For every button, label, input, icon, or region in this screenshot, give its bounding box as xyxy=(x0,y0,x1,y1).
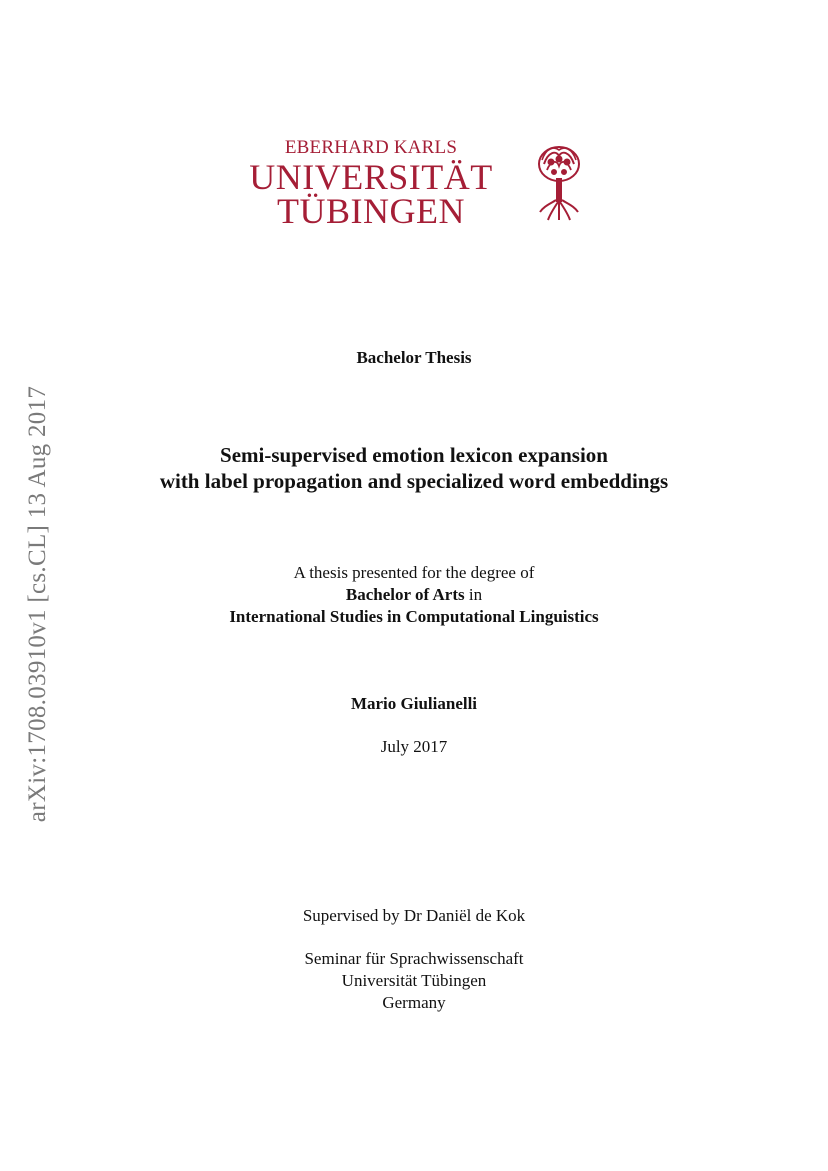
degree-in-word: in xyxy=(464,585,483,604)
submission-date: July 2017 xyxy=(380,737,448,756)
degree-program xyxy=(0,606,828,628)
degree-name: Bachelor of Arts xyxy=(345,585,465,604)
university-wordmark xyxy=(246,136,496,229)
title-line-1: Semi-supervised emotion lexicon expansion xyxy=(220,443,608,467)
degree-name-line xyxy=(0,584,828,606)
degree-statement xyxy=(0,562,828,628)
logo-line-tuebingen: TÜBINGEN xyxy=(277,191,465,231)
institution-university: Universität Tübingen xyxy=(341,971,487,990)
supervisor-line: Supervised by Dr Daniël de Kok xyxy=(302,906,526,925)
title-line-2: with label propagation and specialized word embeddings xyxy=(159,469,669,493)
arxiv-identifier-stamp: arXiv:1708.03910v1 [cs.CL] 13 Aug 2017 xyxy=(24,385,51,823)
logo-line-universitaet: UNIVERSITÄT xyxy=(249,157,493,197)
institution-seminar: Seminar für Sprachwissenschaft xyxy=(304,949,524,968)
thesis-type: Bachelor Thesis xyxy=(356,348,472,367)
degree-program-name: International Studies in Computational Linguistics xyxy=(229,607,599,626)
institution-country: Germany xyxy=(382,993,446,1012)
university-logo xyxy=(246,136,586,230)
institution-block xyxy=(0,948,828,1014)
author-name: Mario Giulianelli xyxy=(350,694,478,713)
thesis-title xyxy=(0,442,828,494)
logo-line-eberhard-karls: EBERHARD KARLS xyxy=(284,137,458,158)
degree-intro: A thesis presented for the degree of xyxy=(293,563,535,582)
tree-icon xyxy=(534,142,584,222)
